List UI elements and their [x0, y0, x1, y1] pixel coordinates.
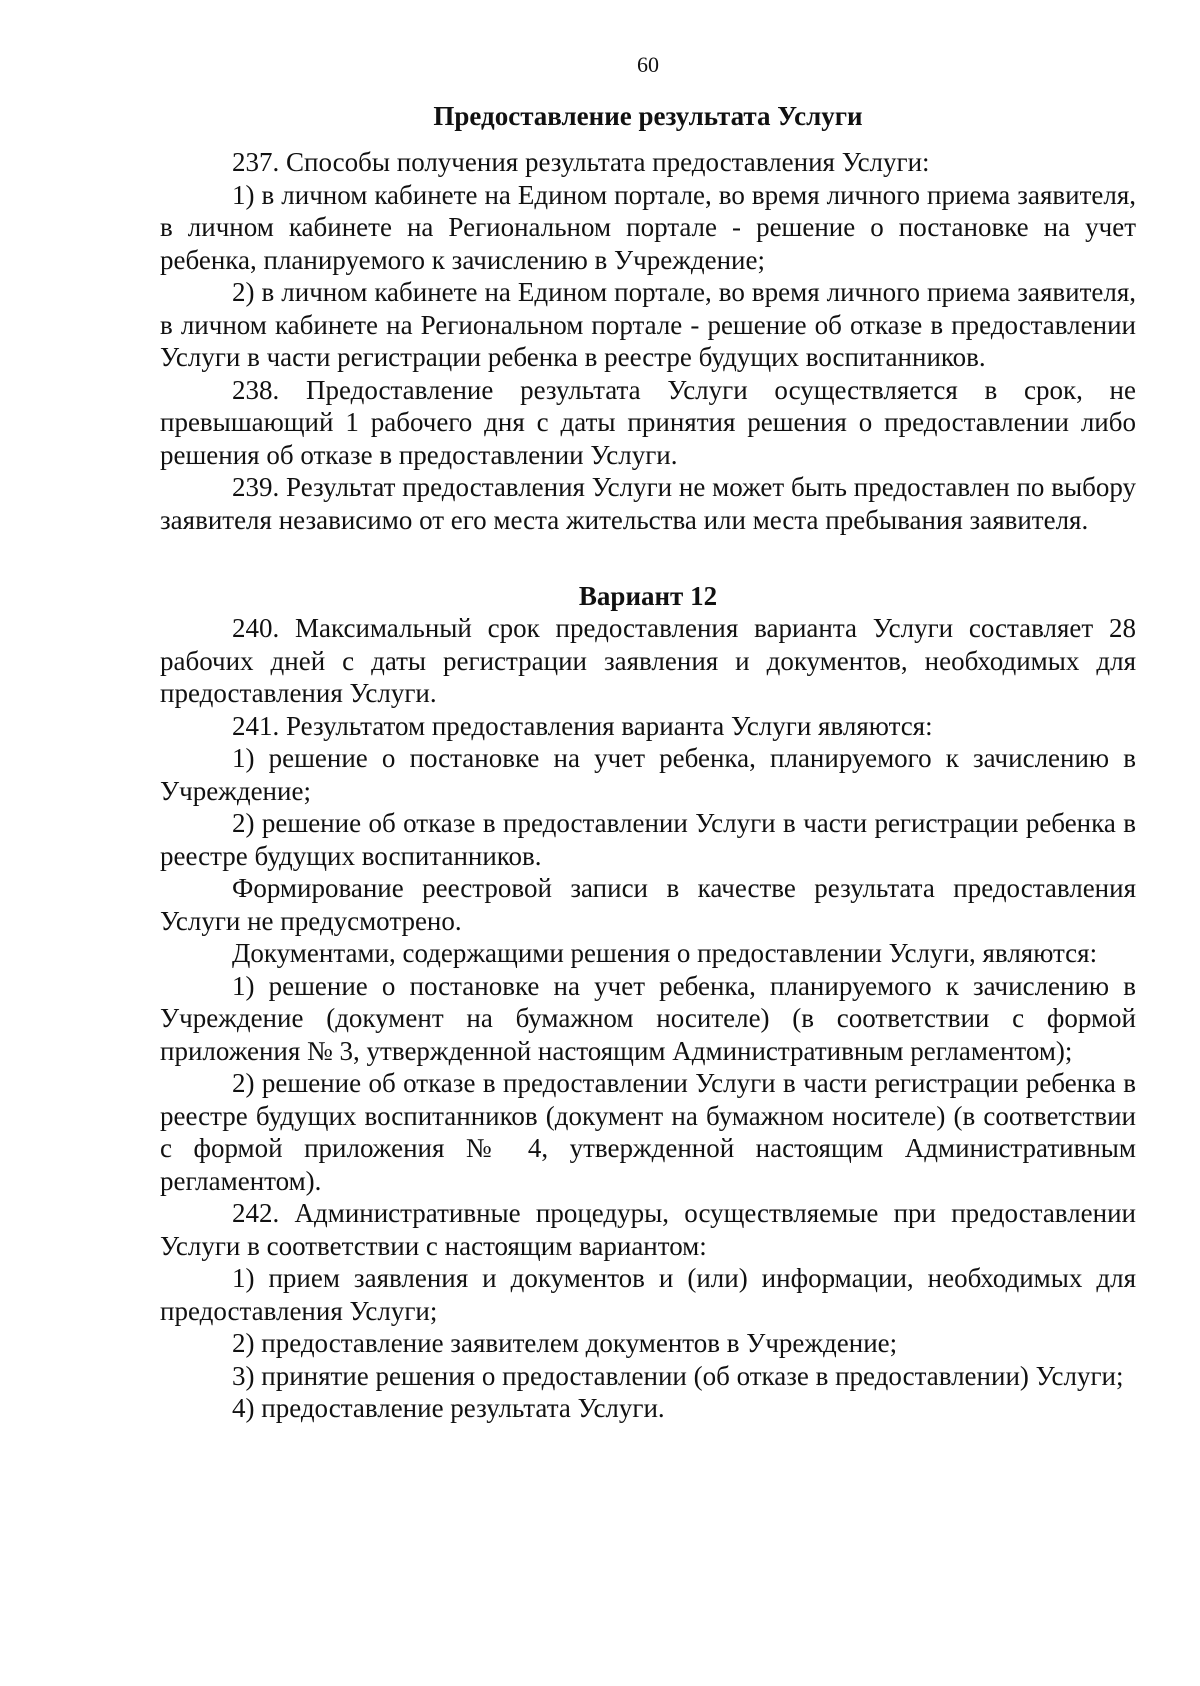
- paragraph-239: 239. Результат предоставления Услуги не может быть предоставлен по выбору заявителя независимо от его места жительства или места пребывания заявителя.: [160, 472, 1136, 535]
- paragraph-237-item-1: 1) в личном кабинете на Едином портале, во время личного приема заявителя, в личном кабинете на Региональном портале - решение о постановке на учет ребенка, планируемого к зачислению в Учреждение;: [160, 179, 1136, 275]
- paragraph-237: 237. Способы получения результата предоставления Услуги:: [232, 147, 930, 177]
- paragraph-242-item-3: 3) принятие решения о предоставлении (об отказе в предоставлении) Услуги;: [232, 1360, 1124, 1391]
- document-page: [160, 52, 1136, 1425]
- section-heading: Предоставление результата Услуги: [433, 101, 863, 131]
- paragraph-241-item-2: 2) решение об отказе в предоставлении Услуги в части регистрации ребенка в реестре будущих воспитанников.: [160, 808, 1136, 871]
- paragraph-documents-item-1: 1) решение о постановке на учет ребенка, планируемого к зачислению в Учреждение (документ на бумажном носителе) (в соответствии с формой приложения № 3, утвержденной настоящим Административным регламентом);: [160, 970, 1136, 1066]
- paragraph-240: 240. Максимальный срок предоставления варианта Услуги составляет 28 рабочих дней с даты регистрации заявления и документов, необходимых для предоставления Услуги.: [160, 613, 1136, 708]
- paragraph-241-item-1: 1) решение о постановке на учет ребенка, планируемого к зачислению в Учреждение;: [160, 743, 1136, 806]
- variant-heading: Вариант 12: [578, 581, 718, 611]
- paragraph-242-item-2: 2) предоставление заявителем документов в Учреждение;: [232, 1328, 898, 1358]
- paragraph-241: 241. Результатом предоставления варианта Услуги являются:: [232, 710, 933, 741]
- paragraph-238: 238. Предоставление результата Услуги осуществляется в срок, не превышающий 1 рабочего дня с даты принятия решения о предоставлении либо решения об отказе в предоставлении Услуги.: [160, 374, 1136, 470]
- paragraph-registry-note: Формирование реестровой записи в качестве результата предоставления Услуги не предусмотрено.: [160, 873, 1136, 936]
- paragraph-242-item-4: 4) предоставление результата Услуги.: [232, 1393, 665, 1423]
- paragraph-242: 242. Административные процедуры, осуществляемые при предоставлении Услуги в соответствии с настоящим вариантом:: [160, 1198, 1136, 1261]
- paragraph-documents-item-2: 2) решение об отказе в предоставлении Услуги в части регистрации ребенка в реестре будущих воспитанников (документ на бумажном носителе) (в соответствии с формой приложения № 4, утвержденной настоящим Административным регламентом).: [160, 1068, 1136, 1196]
- page-number: 60: [637, 52, 659, 77]
- paragraph-237-item-2: 2) в личном кабинете на Едином портале, во время личного приема заявителя, в личном кабинете на Региональном портале - решение об отказе в предоставлении Услуги в части регистрации ребенка в реестре будущих воспитанников.: [160, 277, 1136, 372]
- paragraph-documents-intro: Документами, содержащими решения о предоставлении Услуги, являются:: [232, 938, 1098, 968]
- paragraph-242-item-1: 1) прием заявления и документов и (или) информации, необходимых для предоставления Услуги;: [160, 1263, 1136, 1326]
